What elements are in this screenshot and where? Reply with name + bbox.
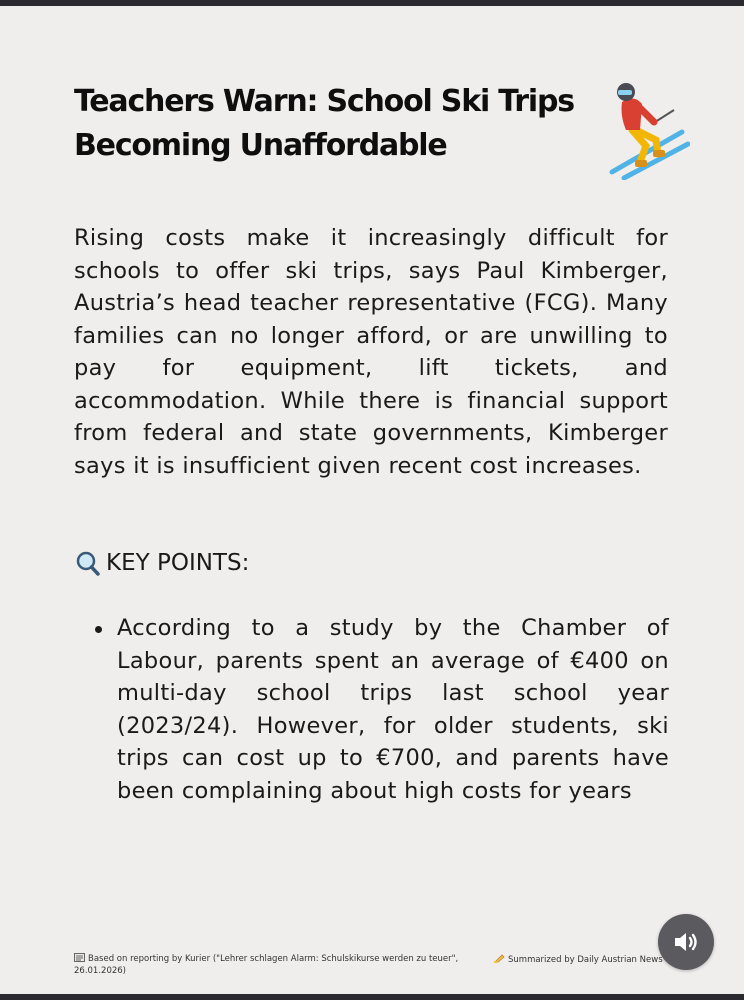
newspaper-icon <box>74 953 85 962</box>
speaker-icon <box>672 930 700 954</box>
key-points-heading <box>74 547 249 579</box>
summary-credit <box>494 953 663 966</box>
source-credit <box>74 953 484 977</box>
magnifier-icon <box>74 550 100 576</box>
page-title: Teachers Warn: School Ski Trips Becoming Unaffordable <box>74 84 574 163</box>
bullet-dot <box>95 626 102 633</box>
credit-text: Summarized by Daily Austrian News <box>508 955 663 965</box>
bottom-edge-bar <box>0 994 744 1000</box>
top-edge-bar <box>0 0 744 6</box>
key-points-label: KEY POINTS: <box>106 550 250 576</box>
intro-paragraph: Rising costs make it increasingly difficult for schools to offer ski trips, says Paul Kimberger, Austria’s head teacher representative (FCG). Many families can no longer afford, or are unwilling to pay for equipment, lift tickets, and accommodation. While there is financial support from federal and state governments, Kimberger says it is insufficient given recent cost increases. <box>74 225 668 479</box>
list-item-text: According to a study by the Chamber of Labour, parents spent an average of €400 on multi-day school trips last school year (2023/24). However, for older students, ski trips can cost up to €700, and parents have been complaining about high costs for years <box>117 615 669 804</box>
key-points-list <box>117 612 669 807</box>
writing-hand-icon <box>494 953 505 963</box>
source-text: Based on reporting by Kurier ("Lehrer schlagen Alarm: Schulskikurse werden zu teuer", 26.01.2026) <box>74 954 459 976</box>
skier-icon <box>600 80 690 180</box>
list-item <box>117 612 669 807</box>
audio-button[interactable] <box>658 914 714 970</box>
